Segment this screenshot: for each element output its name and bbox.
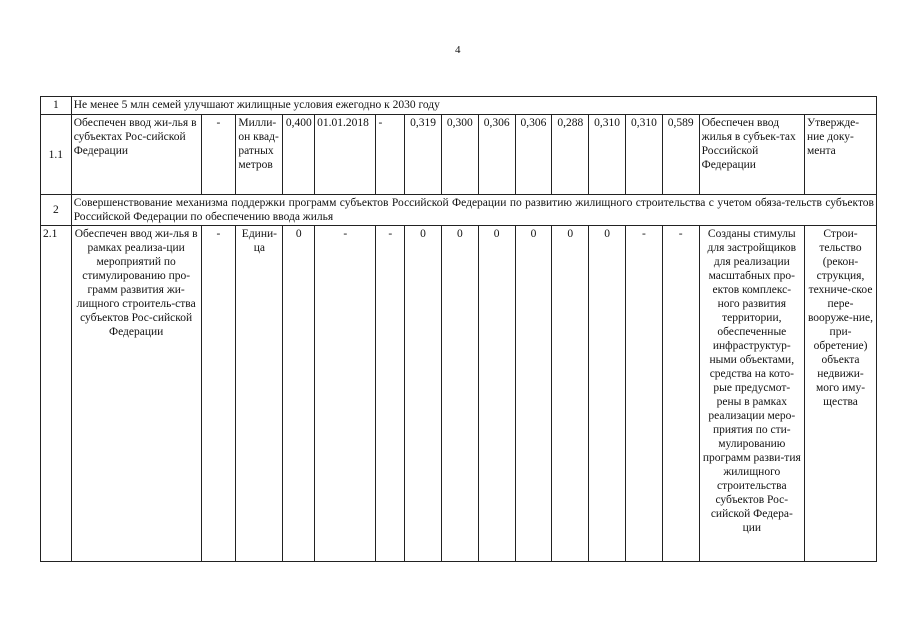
value-cell: 0,306 xyxy=(515,115,552,195)
table-row xyxy=(41,97,877,115)
table-row xyxy=(41,115,877,195)
base-date: - xyxy=(315,226,376,562)
unit-cell: Милли-он квад-ратных метров xyxy=(236,115,283,195)
row-number: 1.1 xyxy=(41,115,72,195)
value-cell: 0,306 xyxy=(478,115,515,195)
row-number: 1 xyxy=(41,97,72,115)
base-date: 01.01.2018 xyxy=(315,115,376,195)
value-cell: 0 xyxy=(515,226,552,562)
value-cell: 0,310 xyxy=(626,115,663,195)
page-number: 4 xyxy=(455,44,461,56)
table-row xyxy=(41,226,877,562)
section-title: Совершенствование механизма поддержки программ субъектов Российской Федерации по развитию жилищного строительства с учетом обяза-тельств субъектов Российской Федерации по обеспечению ввода жилья xyxy=(71,195,876,226)
base-value: 0 xyxy=(283,226,315,562)
value-cell: 0 xyxy=(478,226,515,562)
document-cell: Утвержде-ние доку-мента xyxy=(804,115,876,195)
value-cell: 0 xyxy=(589,226,626,562)
value-cell: 0,319 xyxy=(405,115,442,195)
value-cell: - xyxy=(376,226,405,562)
row-number: 2 xyxy=(41,195,72,226)
value-cell: 0 xyxy=(441,226,478,562)
document-cell: Строи-тельство (рекон-струкция, техниче-ское пере-вооруже-ние, при-обретение) объекта недвижи-мого иму-щества xyxy=(804,226,876,562)
base-value: 0,400 xyxy=(283,115,315,195)
value-cell: 0,300 xyxy=(441,115,478,195)
value-cell: 0 xyxy=(552,226,589,562)
value-cell: 0,310 xyxy=(589,115,626,195)
row-number: 2.1 xyxy=(41,226,72,562)
indicator-name: Обеспечен ввод жи-лья в рамках реализа-ции мероприятий по стимулированию про-грамм развития жи-лищного строитель-ства субъектов Рос-сийской Федерации xyxy=(71,226,201,562)
table-row xyxy=(41,195,877,226)
indicators-table xyxy=(40,96,877,562)
value-cell: - xyxy=(376,115,405,195)
section-title: Не менее 5 млн семей улучшают жилищные условия ежегодно к 2030 году xyxy=(71,97,876,115)
result-cell: Созданы стимулы для застройщиков для реализации масштабных про-ектов комплекс-ного развития территории, обеспеченные инфраструктур-ными объектами, средства на кото-рые предусмот-рены в рамках реализации меро-приятия по сти-мулированию программ разви-тия жилищного строительства субъектов Рос-сийской Федера-ции xyxy=(699,226,804,562)
indicator-level: - xyxy=(201,226,236,562)
result-cell: Обеспечен ввод жилья в субъек-тах Российской Федерации xyxy=(699,115,804,195)
value-cell: - xyxy=(662,226,699,562)
indicator-name: Обеспечен ввод жи-лья в субъектах Рос-сийской Федерации xyxy=(71,115,201,195)
value-cell: 0,589 xyxy=(662,115,699,195)
indicator-level: - xyxy=(201,115,236,195)
value-cell: - xyxy=(626,226,663,562)
unit-cell: Едини-ца xyxy=(236,226,283,562)
value-cell: 0,288 xyxy=(552,115,589,195)
value-cell: 0 xyxy=(405,226,442,562)
